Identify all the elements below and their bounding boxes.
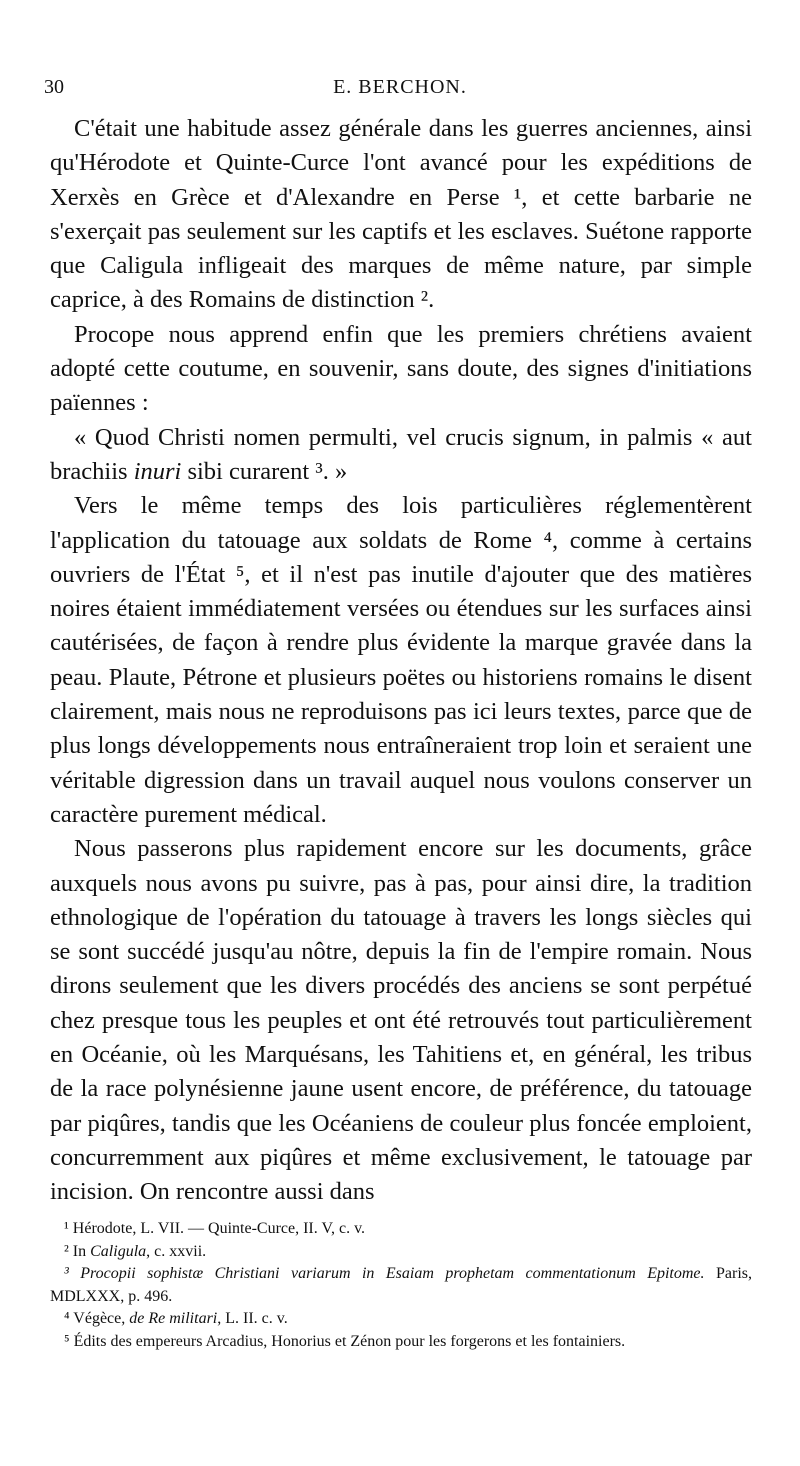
footnote-4-italic: de Re militari <box>129 1310 218 1328</box>
footnote-2-part-1: ² In <box>64 1242 91 1260</box>
paragraph-4: Vers le même temps des lois particulières réglementèrent l'application du tatouage aux soldats de Rome ⁴, comme à certains ouvriers de l'État ⁵, et il n'est pas inutile d'ajouter que des matières noires étaient immédiatement versées ou étendues sur les surfaces ainsi cautérisées, de façon à rendre plus évidente la marque gravée dans la peau. Plaute, Pétrone et plusieurs poëtes ou historiens romains le disent clairement, mais nous ne reproduisons pas ici leurs textes, parce que de plus longs développements nous entraîneraient trop loin et seraient une véritable digression dans un travail auquel nous voulons conserver un caractère purement médical. <box>50 492 752 828</box>
footnote-2-part-2: , c. xxvii. <box>146 1242 207 1260</box>
paragraph-2: Procope nous apprend enfin que les premiers chrétiens avaient adopté cette coutume, en souvenir, sans doute, des signes d'initiations païennes : <box>50 320 752 417</box>
running-title: E. BERCHON. <box>333 76 467 98</box>
footnote-2-italic: Caligula <box>90 1242 147 1260</box>
footnote-3-italic: ³ Procopii sophistæ Christiani variarum in Esaiam prophetam commentationum Epitome. <box>64 1265 705 1283</box>
footnote-5: ⁵ Édits des empereurs Arcadius, Honorius et Zénon pour les forgerons et les fontainiers. <box>64 1332 626 1350</box>
quotation-part-2: sibi curarent ³. » <box>181 457 348 485</box>
footnotes <box>50 1218 752 1354</box>
footnote-3 <box>50 1263 752 1308</box>
quotation-part-1: « Quod Christi nomen permulti, vel crucis signum, in palmis « aut brachiis <box>50 423 752 485</box>
page-number: 30 <box>44 76 64 98</box>
paragraph-1: C'était une habitude assez générale dans les guerres anciennes, ainsi qu'Hérodote et Quinte-Curce l'ont avancé pour les expéditions de Xerxès en Grèce et d'Alexandre en Perse ¹, et cette barbarie ne s'exerçait pas seulement sur les captifs et les esclaves. Suétone rapporte que Caligula infligeait des marques de même nature, par simple caprice, à des Romains de distinction ². <box>50 115 752 314</box>
footnote-4-part-1: ⁴ Végèce, <box>64 1310 130 1328</box>
footnote-2 <box>50 1241 752 1264</box>
quotation <box>50 421 752 490</box>
paragraph-5: Nous passerons plus rapidement encore sur les documents, grâce auxquels nous avons pu suivre, pas à pas, pour ainsi dire, la tradition ethnologique de l'opération du tatouage à travers les longs siècles qui se sont succédé jusqu'au nôtre, depuis la fin de l'empire romain. Nous dirons seulement que les divers procédés des anciens se sont perpétué chez presque tous les peuples et ont été retrouvés tout particulièrement en Océanie, où les Marquésans, les Tahitiens et, en général, les tribus de la race polynésienne jaune usent encore, de préférence, du tatouage par piqûres, tandis que les Océaniens de couleur plus foncée emploient, concurremment aux piqûres et même exclusivement, le tatouage par incision. On rencontre aussi dans <box>50 835 752 1206</box>
footnote-1: ¹ Hérodote, L. VII. — Quinte-Curce, II. V, c. v. <box>64 1220 366 1237</box>
footnote-4-part-2: , L. II. c. v. <box>217 1310 288 1328</box>
main-text <box>50 112 752 1210</box>
footnote-4 <box>50 1308 752 1331</box>
footnote-3-part-2: Paris, MDLXXX, p. 496. <box>50 1265 753 1305</box>
quotation-italic-word: inuri <box>133 457 182 485</box>
